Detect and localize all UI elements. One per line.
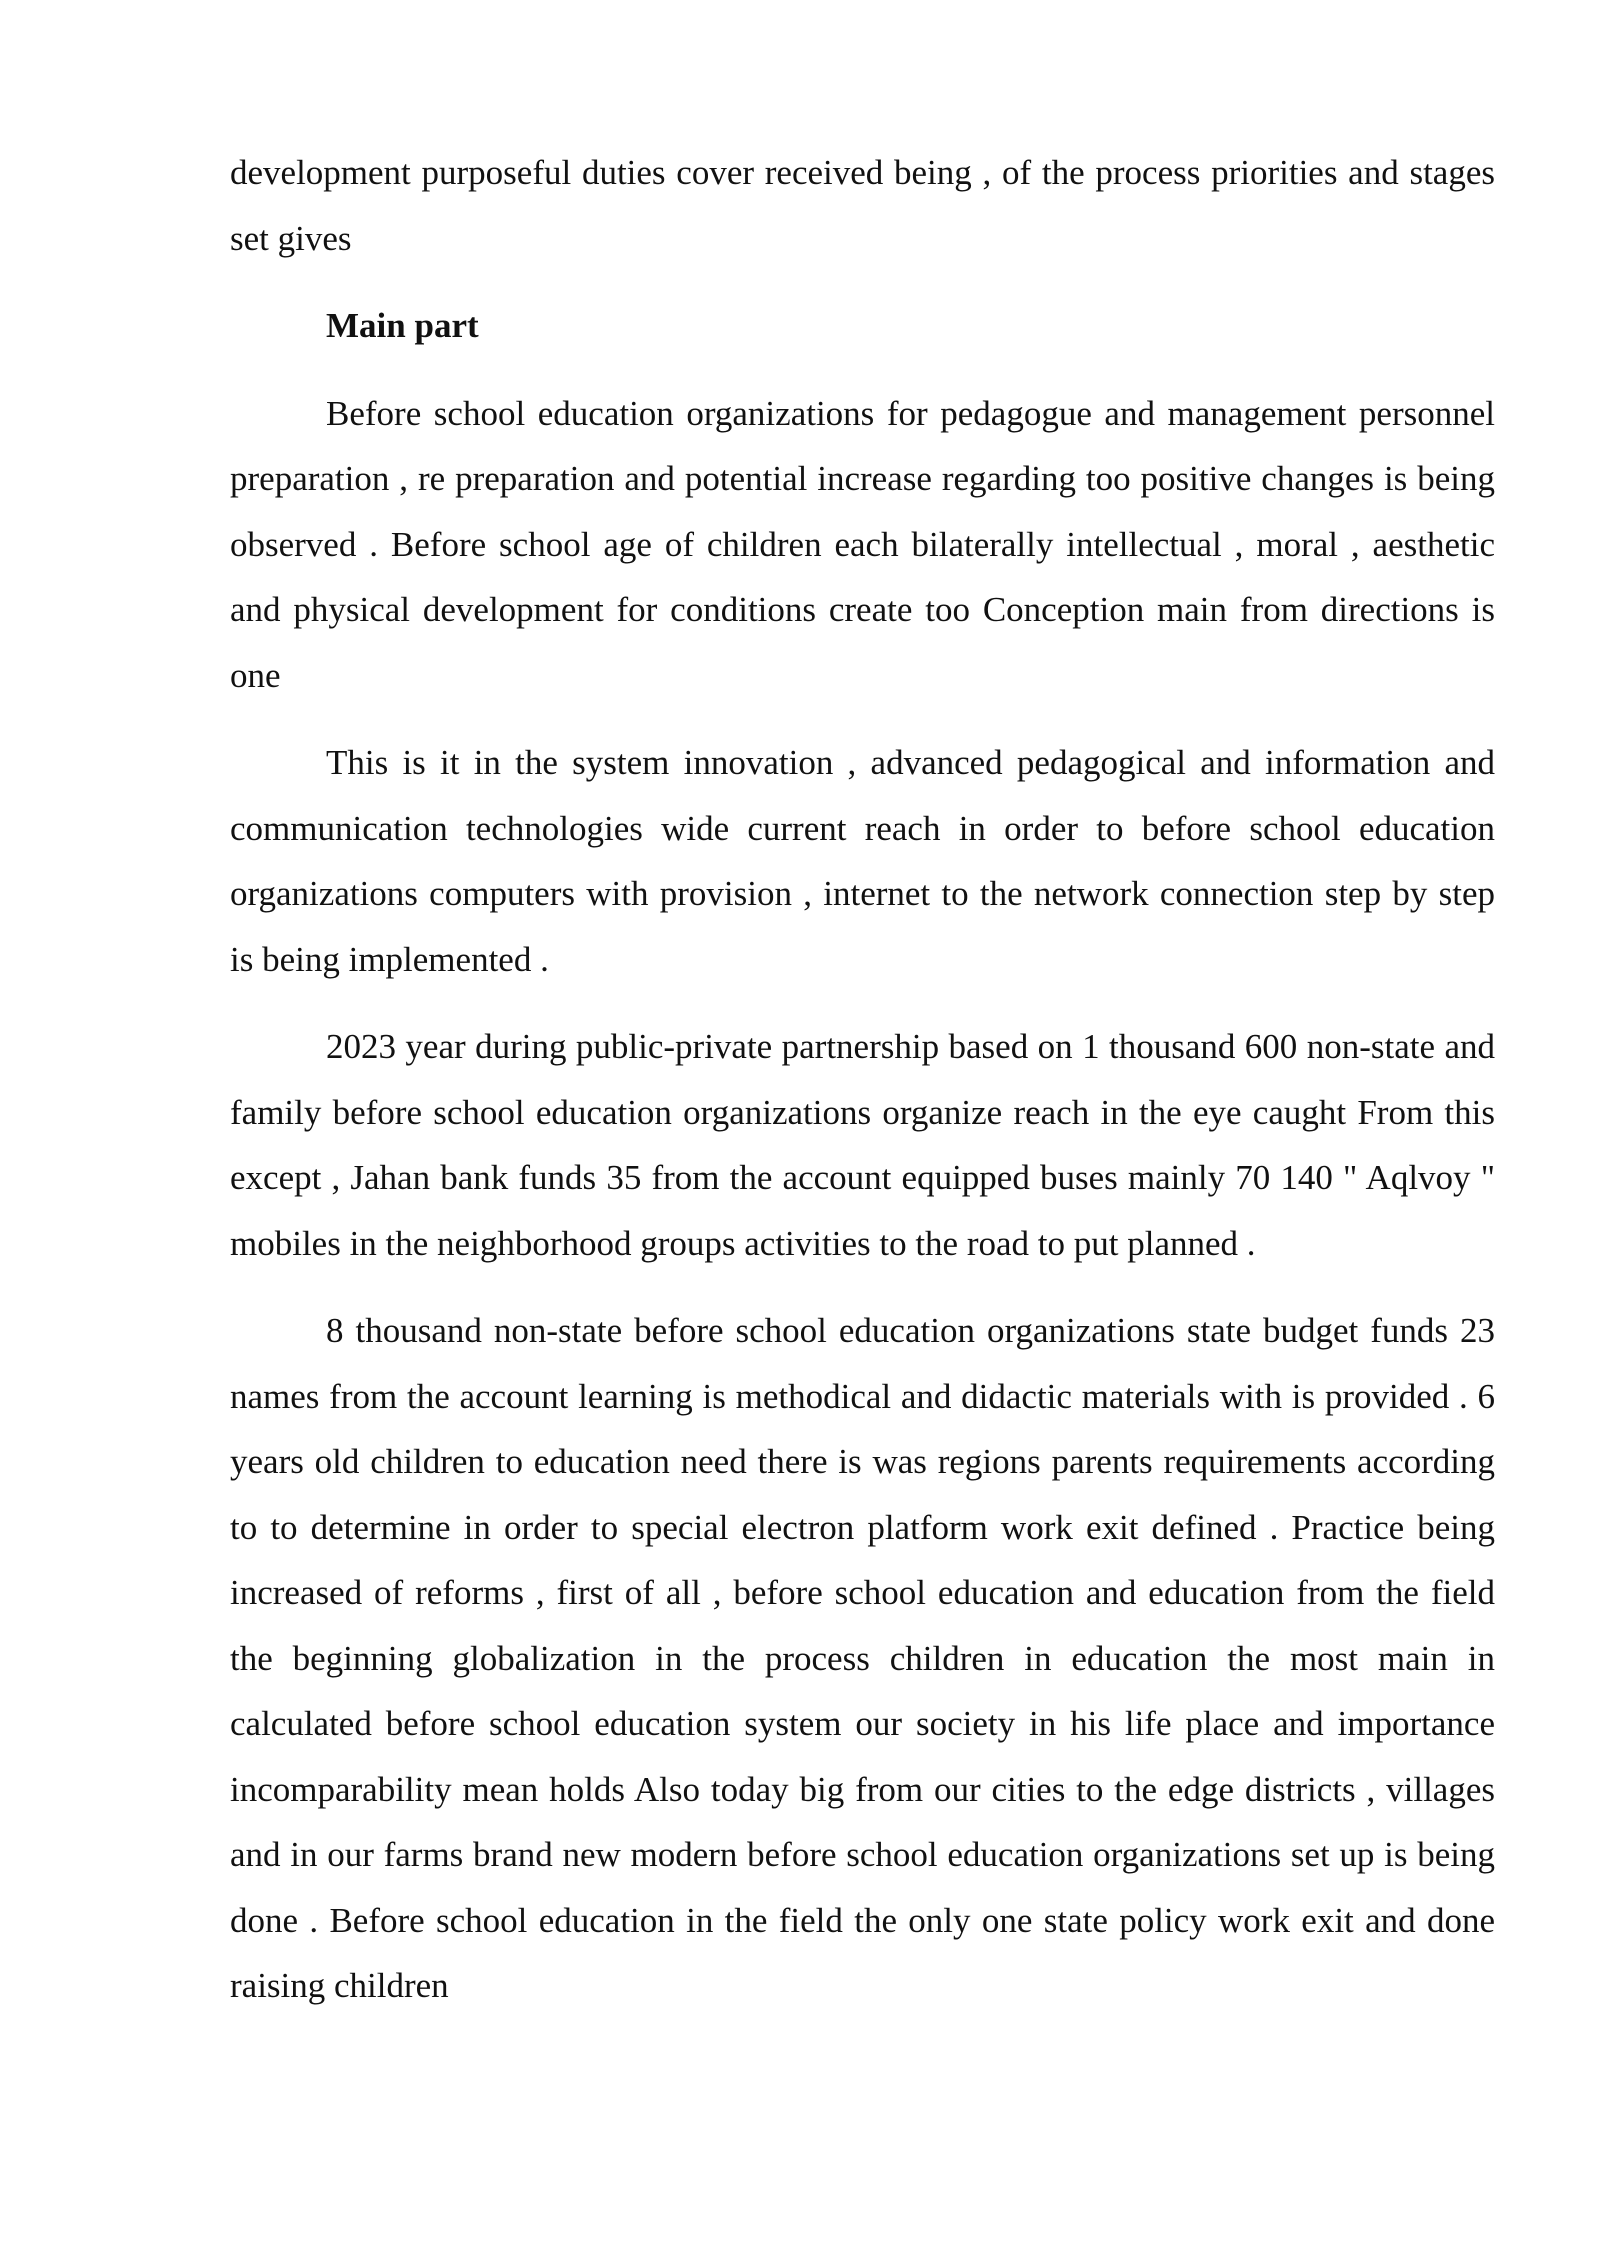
section-heading-main-part: Main part [326, 306, 479, 345]
paragraph-continuation: development purposeful duties cover received being , of the process priorities and stages set gives [230, 153, 1495, 258]
paragraph-public-private-partnership: 2023 year during public-private partnership based on 1 thousand 600 non-state and family before school education organizations organize reach in the eye caught From this except , Jahan bank funds 35 from the account equipped buses mainly 70 140 " Aqlvoy " mobiles in the neighborhood groups activities to the road to put planned . [230, 1027, 1495, 1263]
paragraph-non-state-organizations: 8 thousand non-state before school education organizations state budget funds 23 names from the account learning is methodical and didactic materials with is provided . 6 years old children to education need there is was regions parents requirements according to to determine in order to special electron platform work exit defined . Practice being increased of reforms , first of all , before school education and education from the field the beginning globalization in the process children in education the most main in calculated before school education system our society in his life place and importance incomparability mean holds Also today big from our cities to the edge districts , villages and in our farms brand new modern before school education organizations set up is being done . Before school education in the field the only one state policy work exit and done raising children [230, 1311, 1495, 2005]
paragraph-personnel-preparation: Before school education organizations for pedagogue and management personnel preparation , re preparation and potential increase regarding too positive changes is being observed . Before school age of children each bilaterally intellectual , moral , aesthetic and physical development for conditions create too Conception main from directions is one [230, 393, 1495, 695]
paragraph-innovation-technologies: This is it in the system innovation , advanced pedagogical and information and communication technologies wide current reach in order to before school education organizations computers with provision , internet to the network connection step by step is being implemented . [230, 743, 1495, 979]
document-body [230, 140, 1495, 2041]
